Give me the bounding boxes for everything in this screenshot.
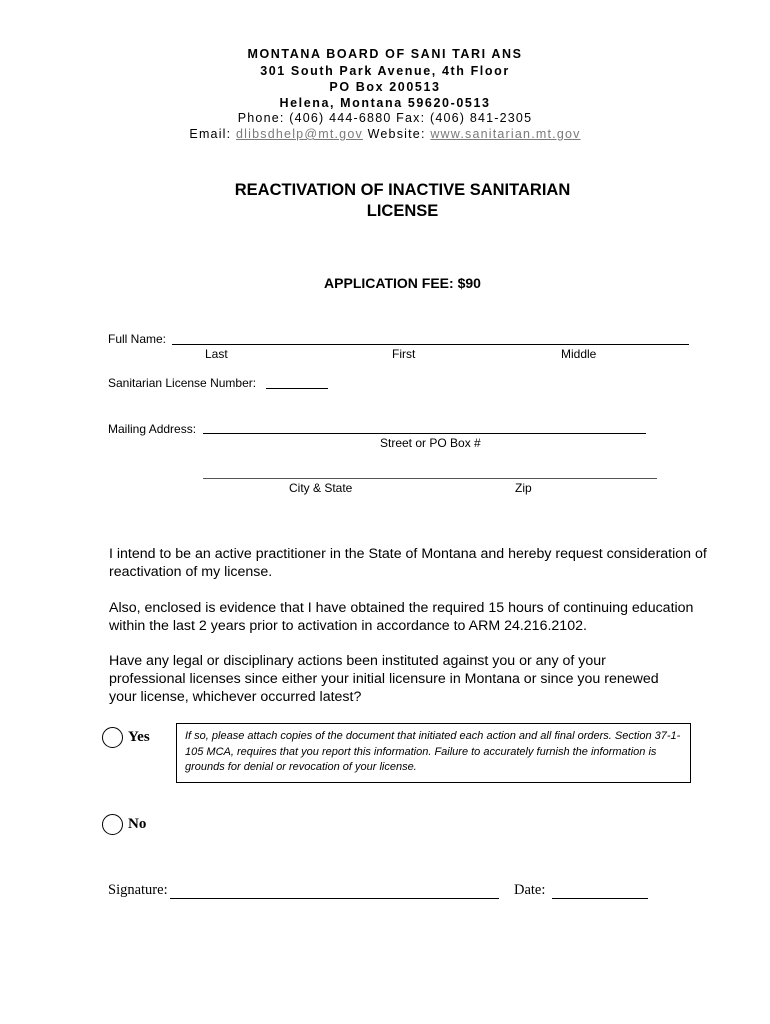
no-label: No (128, 816, 147, 832)
street-field[interactable] (203, 433, 646, 434)
org-phone-fax: Phone: (406) 444-6880 Fax: (406) 841-2305 (237, 111, 533, 125)
full-name-label: Full Name: (108, 332, 167, 346)
org-name: MONTANA BOARD OF SANI TARI ANS (247, 47, 523, 61)
education-paragraph: Also, enclosed is evidence that I have obtained the required 15 hours of continuing education within the last 2 years prior to activation in accordance to ARM 24.216.2102. (109, 600, 694, 634)
disciplinary-question: Have any legal or disciplinary actions been instituted against you or any of your professional licenses since either your initial licensure in Montana or since you renewed your license, whichever occurred latest? (109, 653, 659, 705)
no-radio[interactable] (102, 814, 123, 835)
yes-label: Yes (128, 729, 150, 745)
email-label: Email: (189, 127, 232, 141)
org-address: 301 South Park Avenue, 4th Floor (260, 64, 510, 78)
disclosure-note-text: If so, please attach copies of the document that initiated each action and all final orders. Section 37-1-105 MCA, requires that you report this information. Failure to accurately furnish the information is grounds for denial or revocation of your license. (185, 730, 681, 773)
city-state-zip-field[interactable] (203, 478, 657, 479)
org-pobox: PO Box 200513 (329, 80, 441, 94)
name-last-caption: Last (205, 347, 228, 361)
date-label: Date: (514, 882, 546, 898)
signature-label: Signature: (108, 882, 168, 898)
city-state-caption: City & State (289, 481, 353, 495)
signature-field[interactable] (170, 898, 499, 899)
email-link[interactable]: dlibsdhelp@mt.gov (236, 127, 363, 141)
website-link[interactable]: www.sanitarian.mt.gov (430, 127, 581, 141)
name-middle-caption: Middle (561, 347, 597, 361)
application-fee: APPLICATION FEE: $90 (324, 275, 481, 291)
mailing-address-label: Mailing Address: (108, 422, 197, 436)
form-title-line2: LICENSE (366, 202, 439, 220)
org-contact-line (0, 126, 770, 142)
org-city: Helena, Montana 59620-0513 (279, 96, 491, 110)
yes-radio[interactable] (102, 727, 123, 748)
full-name-field[interactable] (172, 344, 689, 345)
date-field[interactable] (552, 898, 648, 899)
website-label: Website: (367, 127, 426, 141)
intent-paragraph: I intend to be an active practitioner in the State of Montana and hereby request consideration of reactivation of my license. (109, 546, 707, 580)
license-number-field[interactable] (266, 388, 328, 389)
zip-caption: Zip (515, 481, 532, 495)
form-title-line1: REACTIVATION OF INACTIVE SANITARIAN (234, 181, 571, 199)
disclosure-note-box (176, 723, 691, 783)
license-number-label: Sanitarian License Number: (108, 376, 257, 390)
street-caption: Street or PO Box # (380, 436, 481, 450)
name-first-caption: First (392, 347, 416, 361)
